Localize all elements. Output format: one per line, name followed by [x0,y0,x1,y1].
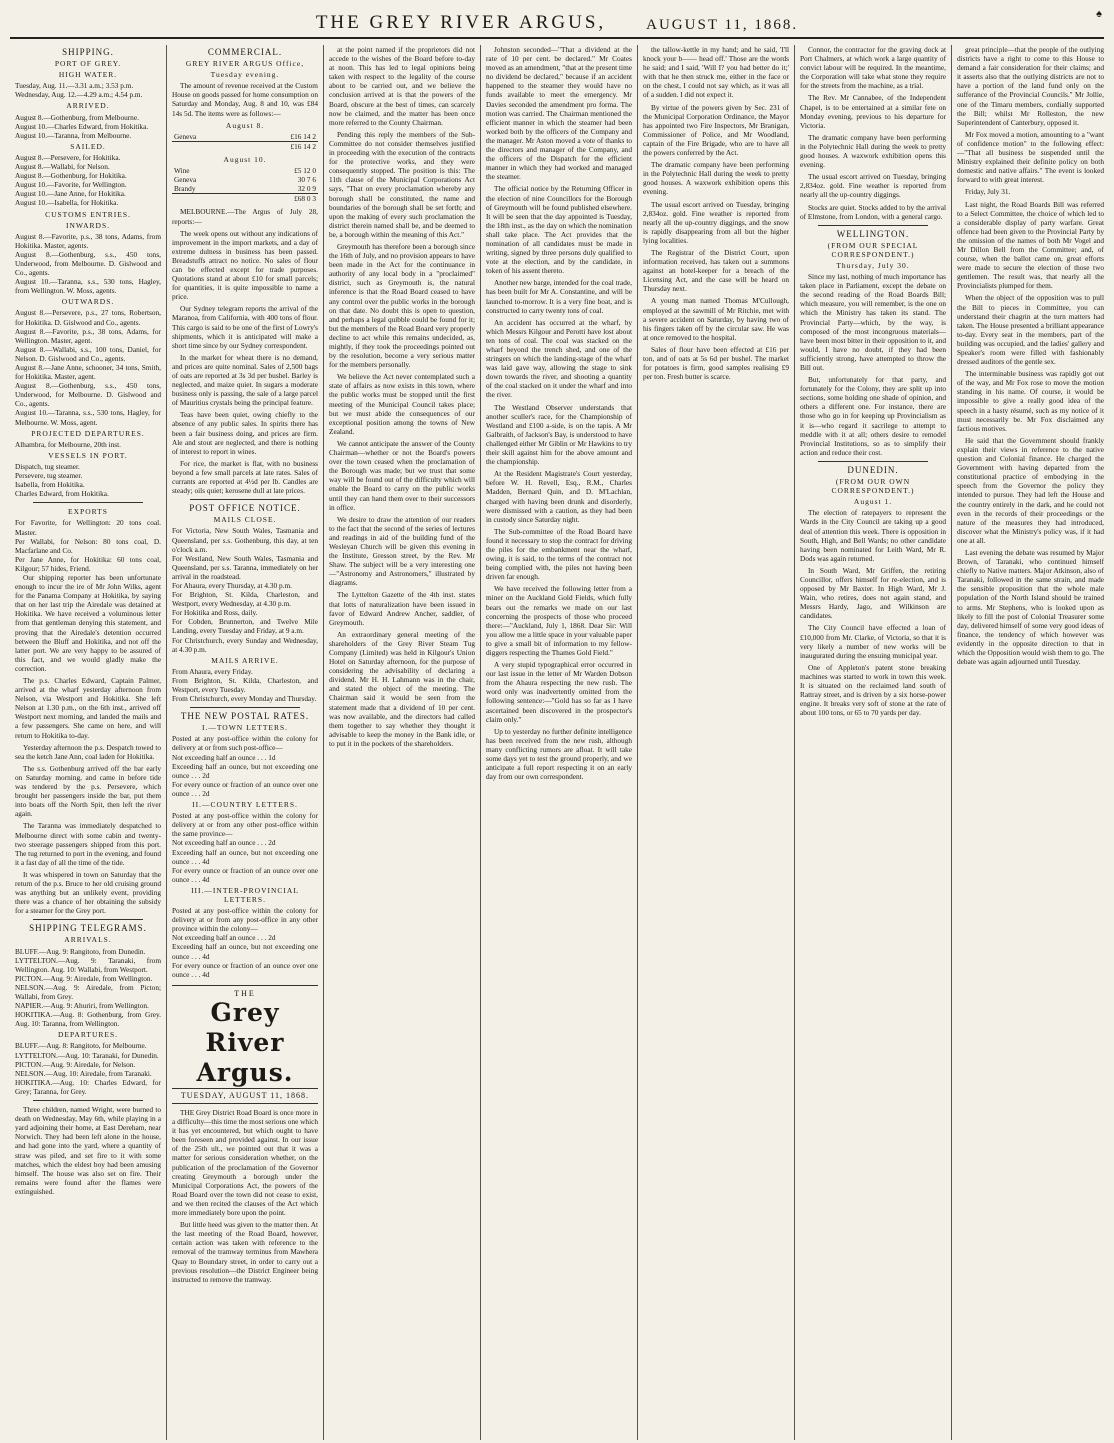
list-item: Alhambra, for Melbourne, 20th inst. [15,439,121,449]
paragraph: Our shipping reporter has been unfortunate enough to incur the ire of Mr John Wilks, agent for the Panama Company at Hokitika, by saying that on her last trip the Airedale was detained at Hokitika. We have received a voluminous letter from that gentleman denying this statement, and proving that the Airedale's detention occurred between the Bluff and Hokitika, and not off the latter port. We are very happy to be assured of this fact, and we would gladly make the correction. [15,572,161,673]
paragraph: Yesterday afternoon the p.s. Despatch towed to sea the ketch Jane Ann, coal laden for Hokitika. [15,742,161,761]
list-item: August 8.—Persevere, for Hokitika. [15,152,121,162]
shipping-paragraphs [15,573,161,915]
item-value: 32 0 9 [297,184,316,194]
list-item: For Christchurch, every Sunday and Wednesday, at 4.30 p.m. [172,635,318,654]
list-item: August 8.—Gothenburg, s.s., 450 tons, Underwood, from Melbourne. D. Gislwood and Co., agents. [15,249,161,278]
paragraph: The Registrar of the District Court, upon information received, has taken out a summons against an hotel-keeper for a breach of the Licensing Act, and the case will be heard on Thursday next. [643,247,789,294]
aug10-total: £68 0 3 [246,194,318,204]
item-value: £5 12 0 [294,166,316,176]
item-value: £16 14 2 [290,131,316,141]
list-item: Per Jane Anne, for Hokitika: 60 tons coal, Kilgour; 57 hides, Friend. [15,554,161,573]
high-water-list [15,81,161,99]
commercial-office: GREY RIVER ARGUS Office, [185,59,305,69]
list-item: HOKITIKA.—Aug. 8: Gothenburg, from Grey. Aug. 10: Taranna, from Wellington. [15,1010,161,1029]
mails-close-list [172,526,318,653]
divider [190,707,300,708]
paragraph: The Sub-committee of the Road Board have found it necessary to stop the contract for driving the piles for the embankment near the wharf, owing, it is said, to the terms of the contract not being complied with, the piles not having been driven far enough. [486,526,632,582]
paragraph: The usual escort arrived on Tuesday, bringing 2,834oz. gold. Fine weather is reported from nearly all the up-country diggings, and the snow is rapidly disappearing from all but the higher lying localities. [643,199,789,245]
list-item: Charles Edward, from Hokitika. [15,489,109,499]
table-row [172,166,318,175]
paragraph: The Taranna was immediately despatched to Melbourne direct with some cabin and twenty-two steerage passengers shipped from this port. The tug returned to port in the evening, and found it a fast day of all the time of the tide. [15,821,161,867]
wellington-subheading: (FROM OUR SPECIAL CORRESPONDENT.) [827,240,919,259]
list-item: Not exceeding half an ounce . . . 2d [172,838,276,848]
commercial-day: Tuesday evening. [210,70,280,80]
paragraph: The s.s. Gothenburg arrived off the bar early on Saturday morning, and came in before tide was tendered by the p.s. Persevere, which brought her passengers inside the bar, put them into boats off the North Spit, then left the river again. [15,763,161,819]
paragraph: The City Council have effected a loan of £10,000 from Mr. Clarke, of Victoria, so that it is very likely a number of new works will be inaugurated during the ensuing municipal year. [800,623,946,660]
port-heading: PORT OF GREY. [54,59,122,69]
list-item: From Brighton, St. Kilda, Charleston, and Westport, every Tuesday. [172,675,318,694]
town-letters-label: I.—TOWN LETTERS. [201,723,289,733]
high-water-label: HIGH WATER. [58,70,118,80]
wellington-heading: WELLINGTON. [836,228,910,239]
paragraph: Mr Fox moved a motion, amounting to a "want of confidence motion" to the following effect:—"That all business be suspended until the Ministry explained their definite policy on both domestic and native affairs." The event is looked forward to with great interest. [957,129,1104,185]
divider [190,499,300,500]
list-item: From Christchurch, every Monday and Thursday. [172,694,317,704]
list-item: Per Wallabi, for Nelson: 80 tons coal, D. Macfarlane and Co. [15,536,161,555]
paragraph: Friday, July 31. [965,187,1011,197]
item-name: Geneva [174,175,197,185]
dunedin-date: August 1. [853,497,893,507]
list-item: August 10.—Charles Edward, from Hokitika. [15,121,149,131]
column-correspondents [795,45,952,1440]
list-item: For Cobden, Brunnerton, and Twelve Mile Landing, every Tuesday and Friday, at 9 a.m. [172,617,318,636]
paragraph: Last night, the Road Boards Bill was referred to a Select Committee, the choice of which led to a considerable display of party warfare. Great offence had been given to the Provincial Party by the omission of the names of both Mr Vogel and Mr Dillon Bell from the Committee; and, of course, when the ballot came on, great efforts were made to secure the election of those two gentlemen. The result was, that nearly all the Provincialists plumped for them. [957,199,1104,291]
paragraph: Pending this reply the members of the Sub-Committee do not consider themselves justified in proceeding with the execution of the contracts for the protective works, and they were consequently stopped. The position is this: The 11th clause of the Municipal Corporations Act says, "That on every proclamation whereby any borough shall be constituted, the name and boundaries of the borough shall be set forth; and upon the making of every such proclamation the district therein named shall be, and be deemed to be, a borough within the meaning of this Act." [329,129,475,239]
commercial-paragraphs [172,229,318,496]
exports-label: EXPORTS [68,507,108,517]
paragraph: Since my last, nothing of much importance has taken place in Parliament, except the debate on the second reading of the Road Boards Bill; which measure, you will remember, is the one on which the Ministry has taken its stand. The Provincial Party—which, by the way, is composed of the most incongruous materials—have been most bitter in their opposition to it, and would, I have no doubt, if they had been sufficiently strong, have attempted to throw the Bill out. [800,272,946,372]
telegrams-heading: SHIPPING TELEGRAMS. [29,923,147,934]
column-commercial [167,45,324,1440]
paragraph: The week opens out without any indications of improvement in the import markets, and a day of extreme dulness in business has been passed. Breadstuffs attract no notice. No sales of flour can be effected except for trade purposes. Quotations stand at about £10 for small parcels; for quantities, it is quite impossible to name a price. [172,228,318,302]
paragraph: the tallow-kettle in my hand; and he said, 'I'll knock your b—— head off.' Those are the words he said; and I said, 'Will I? you had better do it;' with that he then struck me, either in the face or on the chest, I could not say which, as it was all of a sudden. I did not expect it. [643,45,789,100]
projected-list [15,440,161,449]
list-item: August 10.—Favorite, for Wellington. [15,180,127,190]
paragraph: great principle—that the people of the outlying districts have a right to come to this House to demand a fair consideration for their claims; and it asserts also that the outlying districts are not to have a portion of the land fund only on the sufferance of the Provincial Councils." Mr Jollie, one of the Timaru members, cordially supported the Bill; whilst Mr Rolleston, the new Superintendent of Canterbury, opposed it. [957,45,1104,127]
inter-letters-list [172,906,318,979]
inwards-label: INWARDS. [65,220,111,230]
paragraph: Another new barge, intended for the coal trade, has been built for Mr A. Constantine, and will be launched to-morrow. It is a very fine boat, and is constructed to carry twenty tons of coal. [486,278,632,315]
column-shipping [10,45,167,1440]
aug8-label: August 8. [225,120,265,130]
item-name: Wine [174,166,190,176]
paragraph: An extraordinary general meeting of the shareholders of the Grey River Steam Tug Company (Limited) was held in Kilgour's Union Hotel on Saturday afternoon, for the purpose of considering the advisability of declaring a dividend. Mr H. H. Lahmann was in the chair, and stated the object of the meeting. The Chairman said it would be seen from the statement made that a dividend of 10 per cent. was now available, and the directors had called them together to say whether they thought it advisable to keep the money in the Bank idle, or to put it in the pockets of the shareholders. [329,629,475,748]
dunedin-heading: DUNEDIN. [847,464,899,475]
list-item: Dispatch, tug steamer. [15,461,80,471]
list-item: Exceeding half an ounce, but not exceeding one ounce . . . 2d [172,761,318,780]
arrived-label: ARRIVED. [66,101,110,111]
list-item: For Victoria, New South Wales, Tasmania and Queensland, per s.s. Gothenburg, this day, at ten o'clock a.m. [172,526,318,554]
paragraph: Last evening the debate was resumed by Major Brown, of Taranaki, who continued himself chiefly to Native matters. Major Atkinson, also of Taranaki, followed in the same strain, and made the sensible proposition that the whole male population of the North Island should be trained to arms. Mr Stephens, who is looked upon as likely to fill the post of Colonial Treasurer some day, delivered himself of some very good ideas of finance, the tendency of which however was evidently in the opposite direction to that in which the Opposition would wish them to go. The debate was again adjourned until Tuesday. [957,547,1104,667]
list-item: Exceeding half an ounce, but not exceeding one ounce . . . 4d [172,847,318,866]
list-item: From Ahaura, every Friday. [172,666,253,676]
list-item: August 10.—Isabella, for Hokitika. [15,198,119,208]
paragraph: A very stupid typographical error occurred in our last issue in the letter of Mr Warden Dobson from the Ahaura respecting the new rush. The word only was inadvertently omitted from the following sentence:—"Gold has so far as I have ascertained been discovered in the prospector's claim only." [486,660,632,724]
divider [33,502,143,503]
paragraph: Up to yesterday no further definite intelligence has been received from the new rush, although many conflicting rumors are afloat. It will take some days yet to test the ground properly, and we anticipate a full report respecting it on an early day from our own correspondent. [486,726,632,782]
town-letters-list [172,734,318,798]
column-editorial [324,45,481,1440]
table-row [172,132,318,142]
divider [818,461,928,462]
news-paragraphs [486,45,632,781]
item-name: Geneva [174,131,197,141]
mails-arrive-label: MAILS ARRIVE. [211,655,279,665]
correspondent-paragraphs [800,45,946,221]
column-parliament [952,45,1104,1440]
mails-close-label: MAILS CLOSE. [213,515,277,525]
paragraph: The official notice by the Returning Officer in the election of nine Councillors for the Borough of Greymouth will be found published elsewhere. It will be seen that the day appointed is Tuesday, the 18th inst., as the day on which the nomination shall take place. The Act provides that the nomination of all candidates must be made in writing, signed by three persons duly qualified to vote at the election, and by the candidate, in token of his assent thereto. [486,184,632,276]
list-item: August 8.—Jane Anne, schooner, 34 tons, Smith, for Hokitika. Master, agent. [15,363,161,382]
list-item: NAPIER.—Aug. 9: Ahuriri, from Wellington. [15,1001,149,1011]
list-item: NELSON.—Aug. 10: Airedale, from Taranaki. [15,1068,152,1078]
paragraph: A young man named Thomas M'Cullough, employed at the sawmill of Mr Ritchie, met with a severe accident on Saturday, by having two of his fingers taken off by the circular saw. He was at once removed to the hospital. [643,296,789,342]
paragraph: Our Sydney telegram reports the arrival of the Maranoa, from California, with 400 tons of flour. This cargo is said to be one of the first of Lowry's shipments, which it is anticipated will make a short time since by our Sydney correspondent. [172,304,318,350]
list-item: Posted at any post-office within the colony for delivery at or from any other post-office within the same province— [172,811,318,839]
paragraph: The usual escort arrived on Tuesday, bringing 2,834oz. gold. Fine weather is reported from nearly all the up-country diggings. [800,172,946,200]
paragraph: In South Ward, Mr Griffen, the retiring Councillor, offers himself for re-election, and is opposed by Mr Baxter. In High Ward, Mr J. Wain, who retires, does not again stand, and Messrs Hardy, Jago, and Wilkinson are candidates. [800,565,946,621]
list-item: Not exceeding half an ounce . . . 2d [172,933,276,943]
paragraph: Teas have been quiet, owing chiefly to the absence of any public sales. In spirits there has been a fair business doing, and prices are firm. Ale and stout are neglected, and there is nothing of interest to report in wines. [172,410,318,456]
list-item: Not exceeding half an ounce . . . 1d [172,752,276,762]
sailed-list [15,153,161,208]
list-item: August 8.—Gothenburg, s.s., 450 tons, Underwood, for Melbourne. D. Gislwood and Co., agents. [15,381,161,409]
shipping-heading: SHIPPING. [62,47,114,57]
list-item: PICTON.—Aug. 9: Airedale, from Wellington. [15,973,153,983]
arrived-list [15,113,161,140]
list-item: August 8.—Wallabi, s.s., 100 tons, Daniel, for Nelson. D. Gislwood and Co., agents. [15,344,161,363]
paragraph: at the point named if the proprietors did not accede to the wishes of the Board before to-day at noon. This has led to legal opinions being taken with respect to the legality of the course about to be carried out, and we believe the conclusion arrived at is that the powers of the Board, obscure at the best of times, can scarcely now be claimed, and the matter has been once more referred to the County Chairman. [329,45,475,127]
table-row [172,184,318,194]
list-item: For Ahaura, every Thursday, at 4.30 p.m. [172,580,292,590]
nameplate-date: TUESDAY, AUGUST 11, 1868. [172,1088,318,1100]
list-item: August 10.—Taranna, s.s., 530 tons, Hagley, from Wellington. W. Moss, agents. [15,277,161,296]
wellington-paragraphs [800,272,946,457]
in-port-label: VESSELS IN PORT. [48,450,128,460]
dunedin-paragraphs [800,508,946,717]
parliament-paragraphs [957,45,1104,666]
paragraph: We desire to draw the attention of our readers to the fact that the second of the series of lectures and readings in aid of the building fund of the Wesleyan Church will be given this evening in the Institute, Gresson street, by the Rev. Mr Shaw. The subject will be a very interesting one—"Astronomy and Astronomers," illustrated by diagrams. [329,514,475,588]
list-item: BLUFF.—Aug. 8: Rangitoto, for Melbourne. [15,1041,147,1051]
closing-paragraph: Three children, named Wright, were burned to death on Wednesday, May 6th, while playing in a yard adjoining their home, at East Dereham, near Norwich. They had been left alone in the house, and had gone into the yard, where a quantity of straw was piled, and set fire to it with some matches, which the eldest boy had been amusing himself. The house was also set on fire. Their remains were found after the flames were extinguished. [15,1105,161,1196]
list-item: For Favorite, for Wellington: 20 tons coal. Master. [15,518,161,537]
paragraph: The interminable business was rapidly got out of the way, and Mr Fox rose to move the motion standing in his name. Of course, it would be impossible to give a really good idea of the speech in a hasty résumé, such as my notice of it must necessarily be. Mr Fox disclaimed any factious motives. [957,369,1104,433]
editorial-paragraphs [329,45,475,748]
aug8-total: £16 14 2 [241,141,318,151]
nameplate [172,985,318,1104]
list-item: For every ounce or fraction of an ounce over one ounce . . . 2d [172,779,318,798]
list-item: August 10.—Jane Anne, for Hokitika. [15,189,126,199]
revenue-table-aug8 [172,132,318,151]
column-local [638,45,795,1440]
paragraph: The Westland Observer understands that another sculler's race, for the Championship of Westland and £100 a-side, is on the tapis. A Mr Galbraith, of Jackson's Bay, is understood to have challenged either Mr Giblin or Mr Hawkins to try their skill against him for the above amount and the championship. [486,402,632,467]
post-office-heading: POST OFFICE NOTICE. [189,503,301,514]
paragraph: By virtue of the powers given by Sec. 231 of the Municipal Corporation Ordinance, the Mayor has appointed two Fire Inspectors, Mr Branigan, Commissioner of Police, and Mr Woodland, captain of the Fire Brigade, who are to have all the powers conferred by the Act. [643,102,789,158]
paragraph: Connor, the contractor for the graving dock at Port Chalmers, at which work a large quantity of convict labour will be required. In the meantime, the Corporation will take what stone they require for the streets from the machine, as a trial. [800,45,946,91]
sailed-label: SAILED. [70,141,106,151]
list-item: LYTTELTON.—Aug. 9: Taranaki, from Wellington. Aug. 10: Wallabi, from Westport. [15,955,161,974]
paragraph: Stocks are quiet. Stocks added to by the arrival of Elmstone, from London, with a general cargo. [800,202,946,221]
paragraph: Greymouth has therefore been a borough since the 16th of July, and no provision appears to have been made in the Act for the continuance in authority of any local body in a "proclaimed" district, such as Greymouth is, the natural inference is that the Road Board ceased to have any control over the public works in the borough on that date. No doubt this is open to question, and perhaps a legal quibble could be found for it; but the members of the Road Board very properly decline to act while this remains undecided, as, mightly, if they took the proceedings pointed out by the resolution, become a very serious matter for the members personally. [329,241,475,370]
customs-label: CUSTOMS ENTRIES. [45,209,131,219]
exports-list [15,518,161,573]
in-port-list [15,462,161,498]
paragraph: For rice, the market is flat, with no business beyond a few small parcels at late rates. Sales of currants are reported at 4½d per lb. Candles are steady; oils quiet; kerosene dull at late prices. [172,458,318,496]
paragraph: We believe the Act never contemplated such a state of affairs as now exists in this town, where the public works must be stopped until the first meeting of the Municipal Council takes place; but we must abide the consequences of our exceptional position among the towns of New Zealand. [329,372,475,436]
paragraph: He said that the Government should frankly explain their views in reference to the native question and Colonial finance. He charged the Government with having departed from the constitutional practice of embodying in the speech from the Governor the policy they intended to pursue. They had left the House and the country entirely in the dark, and he could not even in the records of their proceedings or the nature of the measures they had introduced, discover what the Ministry's policy was, if it had one at all. [957,435,1104,545]
telegrams-departures-list [15,1041,161,1096]
paragraph: The election of ratepayers to represent the Wards in the City Council are taking up a good deal of attention this week. There is opposition in South, High, and Bell Wards; no other candidate having been nominated for Leith Ward, Mr R. Dods was again returned. [800,508,946,563]
country-letters-list [172,811,318,884]
paragraph: At the Resident Magistrate's Court yesterday, before W. H. Revell, Esq., R.M., Charles Madden, Bernard Quin, and D. M'Lachlan, charged with having been drunk and disorderly, were dismissed with a caution, as they had been in custody since Saturday night. [486,469,632,524]
masthead-date: AUGUST 11, 1868. [646,17,799,33]
projected-label: PROJECTED DEPARTURES. [31,428,145,438]
local-paragraphs [643,45,789,381]
item-name: Brandy [174,184,196,194]
list-item: NELSON.—Aug. 9: Airedale, from Picton; Wallabi, from Grey. [15,982,161,1001]
paragraph: The Rev. Mr Cannabee, of the Independent Chapel, is to be entertained at a similar fete on Monday evening, previous to his departure for Victoria. [800,93,946,130]
paragraph: The Lyttelton Gazette of the 4th inst. states that lotts of naturalization have been issued in favor of Edward Andrew Ancher, saddler, of Greymouth. [329,590,475,627]
spade-icon: ♠ [1096,8,1102,20]
commercial-intro: The amount of revenue received at the Custom House on goods passed for home consumption on Saturday and Monday, Aug. 8 and 10, was £84 14s 5d. The items were as follows:— [172,81,318,118]
list-item: August 8.—Favorite, p.s., 38 tons, Adams, from Hokitika. Master, agents. [15,231,161,250]
list-item: Exceeding half an ounce, but not exceeding one ounce . . . 4d [172,942,318,961]
item-value: 30 7 6 [297,175,316,185]
list-item: For Brighton, St. Kilda, Charleston, and Westport, every Wednesday, at 4.30 p.m. [172,590,318,609]
paragraph: An accident has occurred at the wharf, by which Messrs Kilgour and Perotti have lost about ten tons of coal. The coal was stacked on the wharf beyond the trench shed, and one of the stringers on which the landing-stage of the wharf was laid gave way, allowing the stage to sink down towards the river, and shooting a quantity of the coal stacked on it under the wharf and into the river. [486,317,632,400]
list-item: Wednesday, Aug. 12.—4.29 a.m.; 4.54 p.m. [15,90,143,100]
paragraph: One of Appleton's patent stone breaking machines was started to work in town this week. It is situated on the reclaimed land south of Rattray street, and is driven by a six horse-power engine. It breaks very soft of stone at the rate of about 100 tons, or 65 to 70 yards per day. [800,662,946,718]
paragraph: When the object of the opposition was to pull the Bill to pieces in Committee, you can understand their chagrin at the turn matters had taken. The House presented a brilliant appearance to-day. Every seat in the members, part of the building was occupied, and the ladies' gallery and Speaker's room were filled with fashionably dressed auditors of the gentle sex. [957,293,1104,367]
mails-arrive-list [172,667,318,703]
aug10-label: August 10. [223,154,267,164]
inter-letters-label: III.—INTER-PROVINCIAL LETTERS. [191,885,299,904]
list-item: LYTTELTON.—Aug. 10: Taranaki, for Dunedin. [15,1050,159,1060]
paragraph: THE Grey District Road Board is once more in a difficulty—this time the most serious one which it has yet encountered, but which ought to have been foreseen and provided against. In our issue of the 25th ult., we pointed out that it was a matter for serious consideration whether, on the publication of the proclamation of the Governor creating Greymouth a borough under the Municipal Corporations Act, the powers of the Road Board over the town did not cease to exist, and we then recited the clauses of the Act which more immediately bore upon the point. [172,1108,318,1218]
editorial-lead [172,1108,318,1284]
list-item: August 10.—Taranna, s.s., 530 tons, Hagley, for Melbourne. W. Moss, agent. [15,408,161,427]
divider [33,919,143,920]
list-item: August 8.—Wallabi, for Nelson. [15,162,110,172]
list-item: August 10.—Taranna, from Melbourne. [15,130,132,140]
commercial-heading: COMMERCIAL. [207,47,283,57]
revenue-table-aug10 [172,166,318,203]
telegrams-arrivals-label: ARRIVALS. [64,935,112,945]
melbourne-line: MELBOURNE.—The Argus of July 28, reports:— [172,207,318,226]
column-news [481,45,638,1440]
table-row [172,175,318,184]
divider [818,225,928,226]
paragraph: But little heed was given to the matter then. At the last meeting of the Road Board, however, certain action was taken with reference to the removal of the tramway terminus from Mawhera Quay to Boundary street, in order to carry out a previous resolution—the District Engineer being instructed to remove the tramway. [172,1220,318,1284]
inwards-list [15,232,161,296]
outwards-list [15,308,161,426]
list-item: August 8.—Favorite, p.s., 38 tons, Adams, for Wellington. Master, agent. [15,326,161,345]
paragraph: We cannot anticipate the answer of the County Chairman—whether or not the Board's powers over the town ceased when the proclamation of the Borough was made; but we trust that some way will be found out of the difficulty which will enable the Board to carry on the public works until they can hand them over to their successors in office. [329,438,475,512]
columns [10,45,1104,1440]
paragraph: Sales of flour have been effected at £16 per ton, and of oats at 5s 6d per bushel. The market for potatoes is firm, good samples realising £9 per ton. Fresh butter is scarce. [643,344,789,382]
telegrams-departures-label: DEPARTURES. [57,1030,119,1040]
list-item: For every ounce or fraction of an ounce over one ounce . . . 4d [172,960,318,979]
telegrams-arrivals-list [15,947,161,1029]
wellington-date: Thursday, July 30. [836,260,910,270]
list-item: For Westland, New South Wales, Tasmania and Queensland, per s.s. Taranna, immediately on her arrival in the roadstead. [172,553,318,581]
list-item: For every ounce or fraction of an ounce over one ounce . . . 4d [172,865,318,884]
masthead-title: THE GREY RIVER ARGUS, [315,12,607,33]
paragraph: It was whispered in town on Saturday that the return of the p.s. Bruce to her old cruising ground was anything but an unlikely event, providing there was a chance of her obtaining the subsidy for a steamer for the Grey port. [15,869,161,916]
list-item: Tuesday, Aug. 11.—3.31 a.m.; 3.53 p.m. [15,81,134,91]
list-item: Persevere, tug steamer. [15,471,83,481]
list-item: August 8.—Persevere, p.s., 27 tons, Robertson, for Hokitika. D. Gislwood and Co., agents. [15,308,161,327]
masthead [10,6,1104,39]
paragraph: In the market for wheat there is no demand, and prices are quite nominal. Sales of 2,500 bags of oats are reported at 3s 3d per bushel. Barley is neglected, and maize quiet. In sugars a moderate business only is passing, the sale of a large parcel of Mauritius crystals being the principal feature. [172,352,318,408]
list-item: BLUFF.—Aug. 9: Rangitoto, from Dunedin. [15,946,146,956]
paragraph: We have received the following letter from a miner on the Auckland Gold Fields, which fully bears out the remarks we made on our last concerning the prospects of those who proceed there:—"Auckland, July 1, 1868. Dear Sir: Will you allow me a little space in your valuable paper to give a small bit of information to my fellow-diggers respecting the Thames Gold Field." [486,584,632,657]
nameplate-the: THE [234,988,256,998]
paragraph: But, unfortunately for that party, and fortunately for the Colony, they are split up into sections, some holding one shade of opinion, and others a different one. For instance, there are those who go in for keeping up Provincialism as it is—who regard it sacrilege to attempt to meddle with it at all; others desire to remodel Provincial Institutions, so as to simplify their action and reduce their cost. [800,375,946,457]
list-item: For Hokitika and Ross, daily. [172,608,258,618]
paragraph: The p.s. Charles Edward, Captain Palmer, arrived at the wharf yesterday afternoon from Nelson, via Westport and Hokitika. She left Nelson at 1.30 p.m., on the 6th inst., arrived off Westport next morning, and landed the mails and a few passengers. She came on here, and will return to Hokitika to-day. [15,676,161,740]
postal-rates-heading: THE NEW POSTAL RATES. [180,711,310,722]
list-item: Posted at any post-office within the colony for delivery at or from such post-office— [172,734,318,753]
list-item: August 8.—Gothenburg, from Melbourne. [15,112,139,122]
paragraph: Johnston seconded—"That a dividend at the rate of 10 per cent. be declared." Mr Coates moved as an amendment, "that at the present time no dividend be declared," because if an accident happened to the steamer they would have no funds available to meet the emergency. Mr Davies seconded the amendment pro forma. The motion was carried. The Chairman mentioned the efficient manner in which the steamer had been worked both by the officers of the Company and the manager. Mr Aston moved a vote of thanks to the directors and manager of the Company, and the officers of the Dispatch for the efficient manner in which they had worked and managed the steamer. [486,45,632,182]
paragraph: The dramatic company have been performing in the Polytechnic Hall during the week to pretty good houses. A waxwork exhibition opens this evening. [800,132,946,170]
list-item: Isabella, from Hokitika. [15,480,85,490]
list-item: August 8.—Gothenburg, for Hokitika. [15,171,127,181]
paragraph: The dramatic company have been performing in the Polytechnic Hall during the week to pretty good houses. A waxwork exhibition opens this evening. [643,160,789,197]
country-letters-label: II.—COUNTRY LETTERS. [192,800,298,810]
list-item: Posted at any post-office within the colony for delivery at or from any post-office in any other province within the colony— [172,906,318,934]
outwards-label: OUTWARDS. [61,297,115,307]
list-item: HOKITIKA.—Aug. 10: Charles Edward, for Grey; Taranna, for Grey. [15,1077,161,1096]
divider [33,1100,143,1101]
nameplate-title: Grey River Argus. [196,997,294,1087]
list-item: PICTON.—Aug. 9: Airedale, for Nelson. [15,1059,136,1069]
dunedin-subheading: (FROM OUR OWN CORRESPONDENT.) [831,477,915,496]
